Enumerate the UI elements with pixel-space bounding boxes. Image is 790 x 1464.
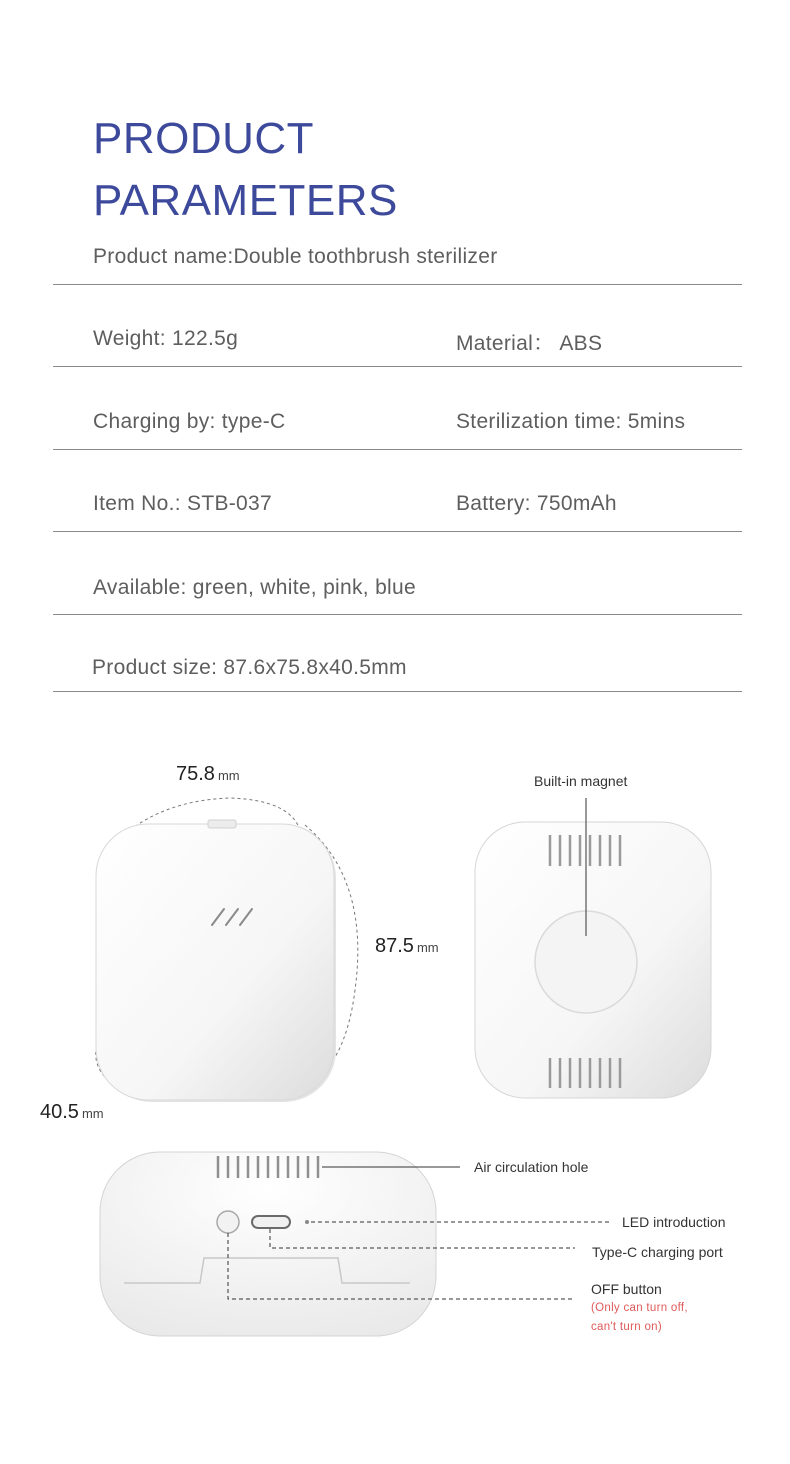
height-value: 87.5 [375, 935, 414, 957]
battery: Battery: 750mAh [456, 492, 617, 515]
off-button-callout: OFF button [591, 1281, 662, 1297]
width-dimension [176, 763, 240, 786]
depth-unit: mm [81, 1106, 104, 1121]
port-callout: Type-C charging port [592, 1244, 723, 1260]
led-dot-icon [305, 1220, 309, 1224]
front-view [96, 798, 358, 1102]
off-button-icon [217, 1211, 239, 1233]
off-button-note [591, 1299, 688, 1337]
height-unit: mm [416, 940, 439, 955]
title-line-2: PARAMETERS [93, 176, 398, 225]
type-c-port-icon [252, 1216, 290, 1228]
depth-dimension [40, 1101, 104, 1124]
material: Material： ABS [456, 332, 603, 355]
device-front-body [96, 824, 334, 1100]
magnet-callout: Built-in magnet [534, 773, 628, 789]
off-note-line-2: can't turn on) [591, 1321, 662, 1333]
title-line-1: PRODUCT [93, 114, 315, 163]
depth-value: 40.5 [40, 1101, 79, 1123]
sterilization-time: Sterilization time: 5mins [456, 410, 686, 433]
charging: Charging by: type-C [93, 410, 286, 433]
off-note-line-1: (Only can turn off, [591, 1302, 688, 1314]
top-view [100, 1152, 612, 1336]
available-colors: Available: green, white, pink, blue [93, 576, 416, 599]
back-view [475, 798, 711, 1098]
product-size: Product size: 87.6x75.8x40.5mm [92, 656, 407, 679]
item-number: Item No.: STB-037 [93, 492, 272, 515]
led-callout: LED introduction [622, 1214, 726, 1230]
width-unit: mm [217, 768, 240, 783]
device-top-body [100, 1152, 436, 1336]
height-dimension [375, 935, 439, 958]
product-name: Product name:Double toothbrush sterilizer [93, 245, 498, 268]
weight: Weight: 122.5g [93, 327, 239, 350]
width-value: 75.8 [176, 763, 215, 785]
air-hole-callout: Air circulation hole [474, 1159, 589, 1175]
